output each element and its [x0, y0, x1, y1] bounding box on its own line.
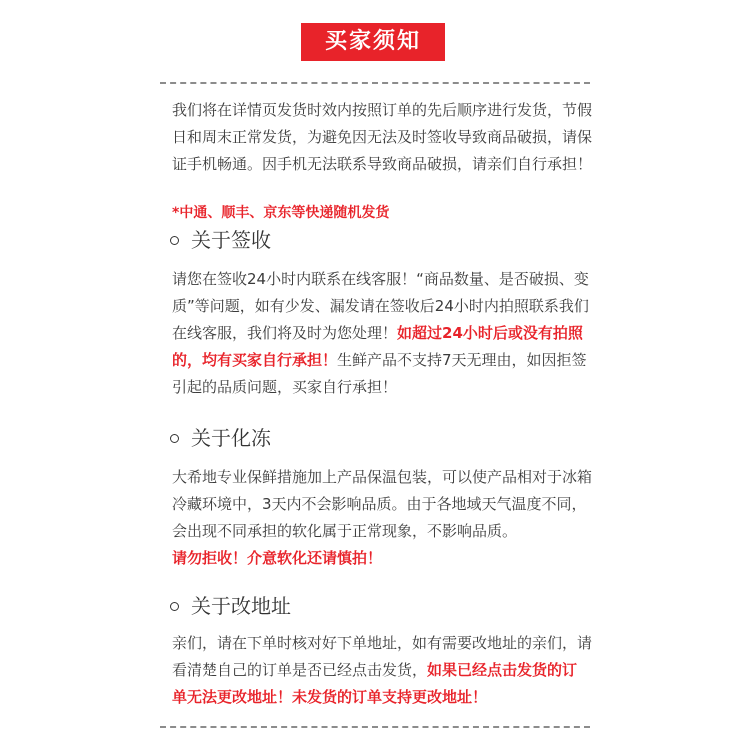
signing-text-normal: 请您在签收24小时内联系在线客服！“商品数量、是否破损、变质”等问题，如有少发、漏发请在签收后24小时内拍照联系我们在线客服，我们将及时为您处理！ [172, 270, 589, 342]
bullet-circle-icon [170, 602, 179, 611]
signing-text-warning: 如超过24小时后或没有拍照的，均有买家自行承担！ [172, 324, 583, 369]
thawing-text-normal: 大希地专业保鲜措施加上产品保温包装，可以使产品相对于冰箱冷藏环境中，3天内不会影响品质。由于各地域天气温度不同，会出现不同承担的软化属于正常现象，不影响品质。 [172, 468, 593, 540]
page-title: 买家须知 [301, 23, 445, 61]
address-paragraph [172, 630, 592, 711]
intro-paragraph: 我们将在详情页发货时效内按照订单的先后顺序进行发货，节假日和周末正常发货，为避免因无法及时签收导致商品破损，请保证手机畅通。因手机无法联系导致商品破损，请亲们自行承担！ [172, 101, 593, 173]
courier-note: *中通、顺丰、京东等快递随机发货 [172, 205, 390, 221]
section-heading-text: 关于改地址 [191, 594, 291, 618]
section-heading-text: 关于签收 [191, 228, 271, 252]
divider-top [160, 82, 590, 84]
address-text-normal: 亲们，请在下单时核对好下单地址，如有需要改地址的亲们，请看清楚自己的订单是否已经点击发货， [172, 634, 593, 679]
section-heading-thawing [170, 424, 271, 452]
section-heading-text: 关于化冻 [191, 426, 271, 450]
signing-paragraph [172, 266, 592, 401]
section-heading-signing [170, 226, 271, 254]
signing-text-normal-2: 生鲜产品不支持7天无理由，如因拒签引起的品质问题，买家自行承担！ [172, 351, 587, 396]
bullet-circle-icon [170, 434, 179, 443]
address-text-warning: 如果已经点击发货的订单无法更改地址！未发货的订单支持更改地址！ [172, 661, 578, 706]
thawing-text-warning: 请勿拒收！介意软化还请慎拍！ [172, 549, 383, 567]
bullet-circle-icon [170, 236, 179, 245]
divider-bottom [160, 726, 590, 728]
section-heading-address [170, 592, 291, 620]
thawing-paragraph [172, 464, 592, 572]
